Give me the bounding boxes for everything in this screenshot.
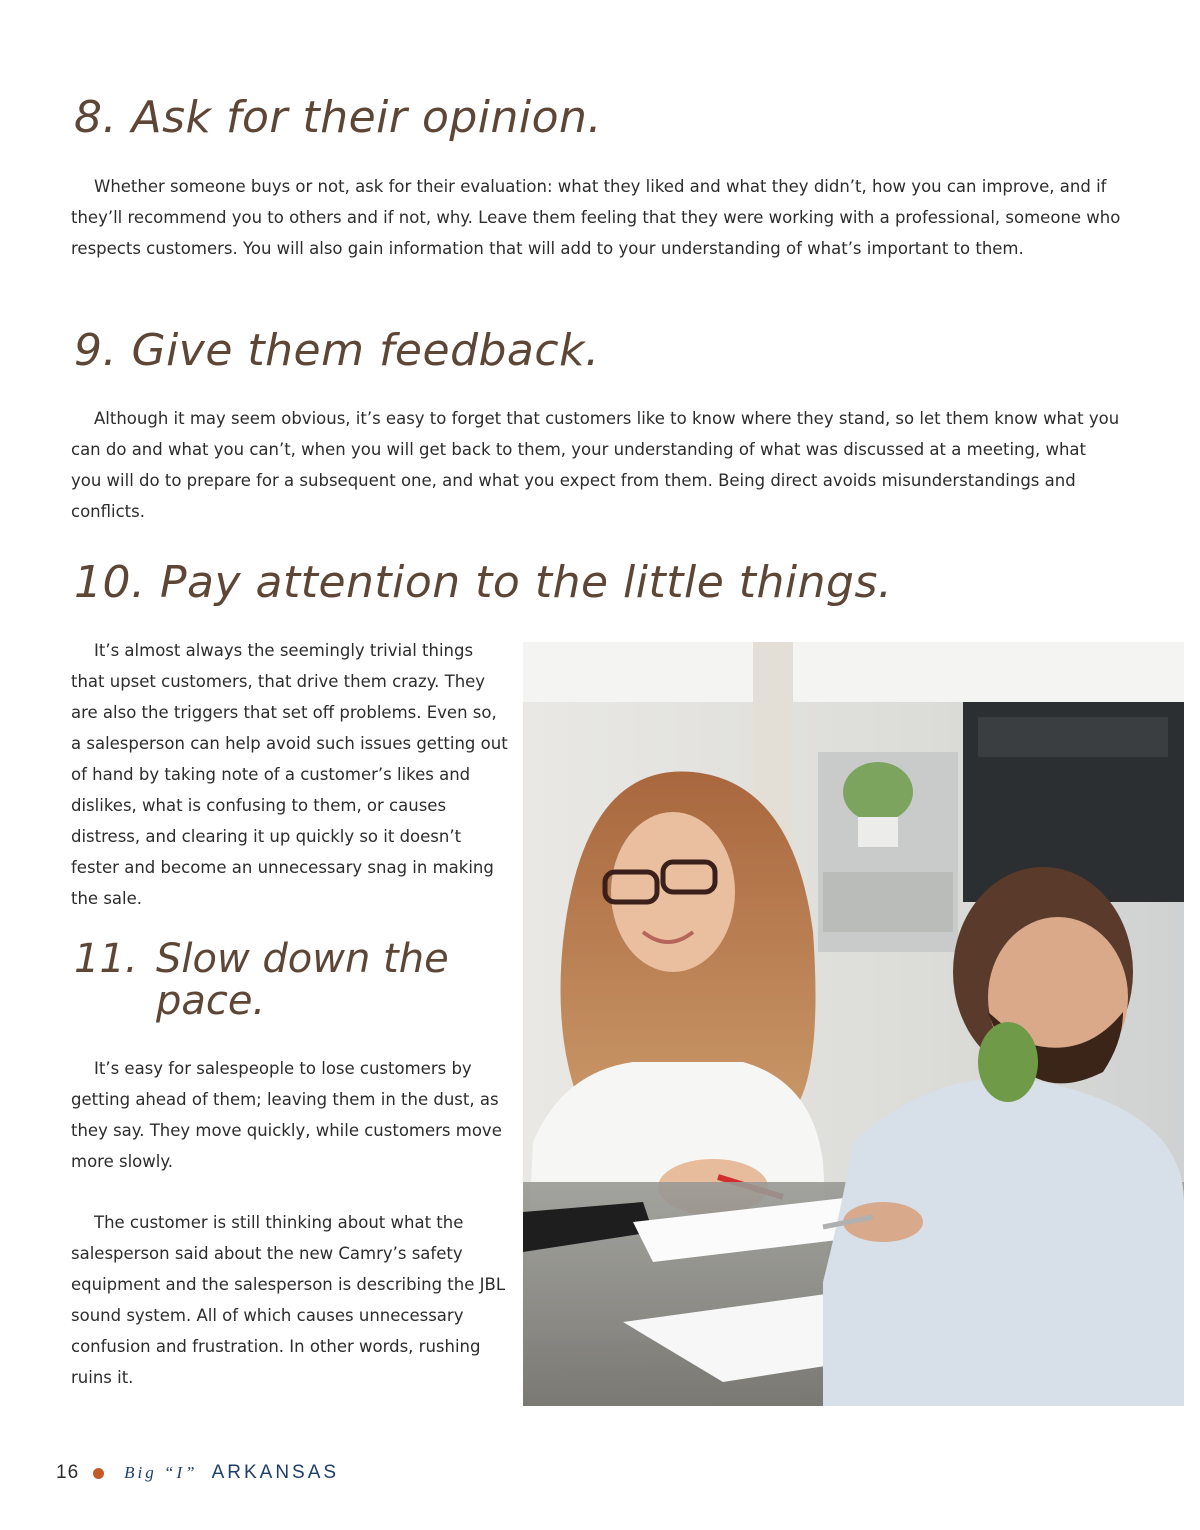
heading-number: 11. <box>74 936 138 982</box>
heading-ask-opinion: 8. Ask for their opinion. <box>74 92 602 143</box>
paragraph-give-feedback <box>71 403 1121 527</box>
heading-give-feedback: 9. Give them feedback. <box>74 325 600 376</box>
heading-little-things: 10. Pay attention to the little things. <box>74 557 893 608</box>
paragraph-slow-down-1 <box>71 1053 511 1177</box>
bullet-dot-icon <box>93 1468 104 1479</box>
publication-prefix: Big “I” <box>124 1463 198 1482</box>
paragraph-ask-opinion <box>71 171 1121 264</box>
paragraph-text: It’s easy for salespeople to lose customers by getting ahead of them; leaving them in the dust, as they say. They move quickly, while customers move more slowly. <box>71 1059 502 1171</box>
page-footer <box>56 1460 339 1486</box>
paragraph-text: Whether someone buys or not, ask for their evaluation: what they liked and what they didn’t, how you can improve, and if they’ll recommend you to others and if not, why. Leave them feeling that they were working with a professional, someone who respects customers. You will also gain information that will add to your understanding of what’s important to them. <box>71 177 1121 258</box>
paragraph-text: The customer is still thinking about what the salesperson said about the new Camry’s safety equipment and the salesperson is describing the JBL sound system. All of which causes unnecessary confusion and frustration. In other words, rushing ruins it. <box>71 1213 506 1387</box>
heading-line-1: Slow down the <box>156 936 449 982</box>
paragraph-text: It’s almost always the seemingly trivial things that upset customers, that drive them crazy. They are also the triggers that set off problems. Even so, a salesperson can help avoid such issues getting out of hand by taking note of a customer’s likes and dislikes, what is confusing to them, or causes distress, and clearing it up quickly so it doesn’t fester and become an unnecessary snag in making the sale. <box>71 641 508 908</box>
page-number: 16 <box>56 1462 80 1483</box>
publication-name: ARKANSAS <box>211 1462 340 1483</box>
heading-line-2: pace. <box>156 978 266 1024</box>
office-meeting-photo <box>523 642 1184 1406</box>
paragraph-slow-down-2 <box>71 1207 511 1393</box>
paragraph-text: Although it may seem obvious, it’s easy to forget that customers like to know where they stand, so let them know what you can do and what you can’t, when you will get back to them, your understanding of what was discussed at a meeting, what you will do to prepare for a subsequent one, and what you expect from them. Being direct avoids misunderstandings and conflicts. <box>71 409 1120 521</box>
heading-slow-down <box>74 938 449 1022</box>
paragraph-little-things <box>71 635 511 914</box>
